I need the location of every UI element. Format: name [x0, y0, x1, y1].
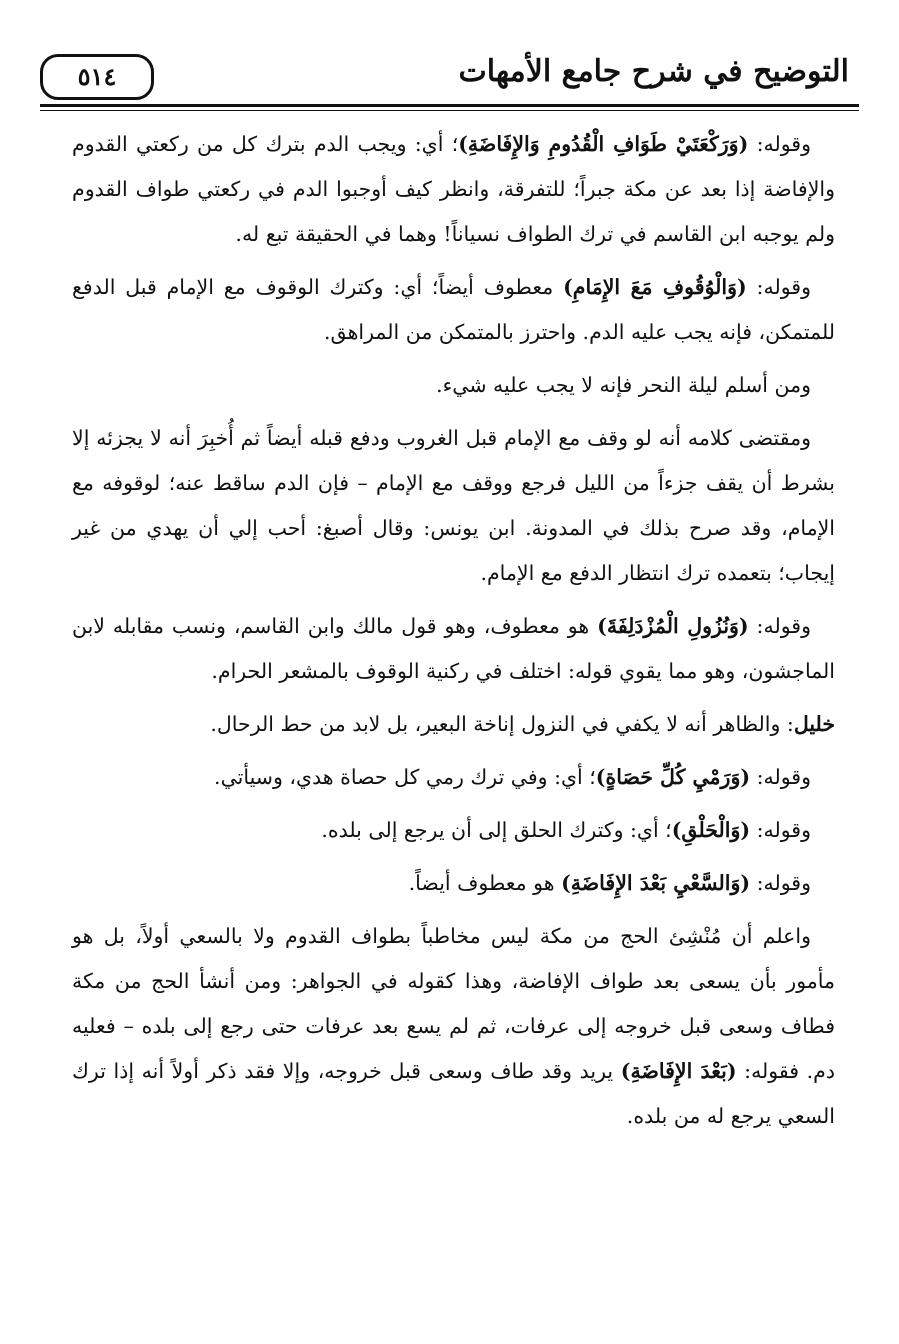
paragraph [72, 604, 835, 694]
header-divider [40, 104, 859, 107]
page-number: ٥١٤ [40, 54, 154, 100]
paragraph-text: وقوله: [748, 132, 812, 156]
paragraph-text: ؛ أي: ويجب الدم بترك كل من ركعتي القدوم والإفاضة إذا بعد عن مكة جبراً؛ للتفرقة، وانظر كيف أوجبوا الدم في ركعتي طواف القدوم ولم يوجبه ابن القاسم في ترك الطواف نسياناً! وهما في الحقيقة تبع له. [72, 132, 835, 246]
paragraph-text: وقوله: [746, 275, 811, 299]
page-header [40, 44, 859, 106]
paragraph-text: هو معطوف، وهو قول مالك وابن القاسم، ونسب مقابله لابن الماجشون، وهو مما يقوي قوله: اختلف في ركنية الوقوف بالمشعر الحرام. [72, 614, 835, 683]
paragraph-text: وقوله: [750, 871, 811, 895]
paragraph-text: ؛ أي: وكترك الحلق إلى أن يرجع إلى بلده. [321, 818, 672, 842]
paragraph [72, 122, 835, 257]
paragraph-text: وقوله: [750, 818, 811, 842]
paragraph [72, 265, 835, 355]
paragraph-text: ؛ أي: وفي ترك رمي كل حصاة هدي، وسيأتي. [214, 765, 596, 789]
paragraph-text: وقوله: [750, 765, 811, 789]
quoted-phrase: (وَنُزُولِ الْمُزْدَلِفَةَ) [597, 614, 749, 638]
quoted-phrase: (وَالْحَلْقِ) [671, 818, 751, 842]
quoted-phrase: (وَرَمْيِ كُلِّ حَصَاةٍ) [595, 765, 751, 789]
paragraph-text: ومقتضى كلامه أنه لو وقف مع الإمام قبل الغروب ودفع قبله أيضاً ثم أُخبِرَ أنه لا يجزئه إلا بشرط أن يقف جزءاً من الليل فرجع ووقف مع الإمام – فإن الدم ساقط عنه؛ لوقوفه مع الإمام، وقد صرح بذلك في المدونة. ابن يونس: وقال أصبغ: أحب إلي أن يهدي من غير إيجاب؛ بتعمده ترك انتظار الدفع مع الإمام. [72, 426, 835, 585]
paragraph [72, 861, 835, 906]
paragraph [72, 416, 835, 596]
quoted-phrase: (وَالْوُقُوفِ مَعَ الإِمَامِ) [563, 275, 747, 299]
paragraph-text: : والظاهر أنه لا يكفي في النزول إناخة البعير، بل لابد من حط الرحال. [210, 712, 794, 736]
paragraph [72, 914, 835, 1139]
paragraph-text: يريد وقد طاف وسعى قبل خروجه، وإلا فقد ذكر أولاً أنه إذا ترك السعي يرجع له من بلده. [72, 1059, 835, 1128]
paragraph-text: ومن أسلم ليلة النحر فإنه لا يجب عليه شيء. [436, 373, 811, 397]
book-title: التوضيح في شرح جامع الأمهات [458, 54, 849, 89]
quoted-phrase: خليل [793, 712, 835, 736]
paragraph-text: معطوف أيضاً؛ أي: وكترك الوقوف مع الإمام قبل الدفع للمتمكن، فإنه يجب عليه الدم. واحترز بالمتمكن من المراهق. [72, 275, 835, 344]
quoted-phrase: (وَالسَّعْيِ بَعْدَ الإِفَاضَةِ) [561, 871, 751, 895]
quoted-phrase: (بَعْدَ الإِفَاضَةِ) [620, 1059, 737, 1083]
paragraph [72, 363, 835, 408]
quoted-phrase: (وَرَكْعَتَيْ طَوَافِ الْقُدُومِ وَالإِفَاضَةِ) [458, 132, 749, 156]
page-body [72, 122, 835, 1147]
paragraph-text: وقوله: [748, 614, 811, 638]
paragraph [72, 702, 835, 747]
paragraph [72, 808, 835, 853]
paragraph-text: واعلم أن مُنْشِئ الحج من مكة ليس مخاطباً بطواف القدوم ولا بالسعي أولاً، بل هو مأمور بأن يسعى بعد طواف الإفاضة، وهذا كقوله في الجواهر: ومن أنشأ الحج من مكة فطاف وسعى قبل خروجه إلى عرفات، ثم لم يسع بعد عرفات حتى رجع إلى بلده – فعليه دم. فقوله: [72, 924, 835, 1083]
header-divider-thin [40, 110, 859, 111]
paragraph [72, 755, 835, 800]
paragraph-text: هو معطوف أيضاً. [408, 871, 562, 895]
